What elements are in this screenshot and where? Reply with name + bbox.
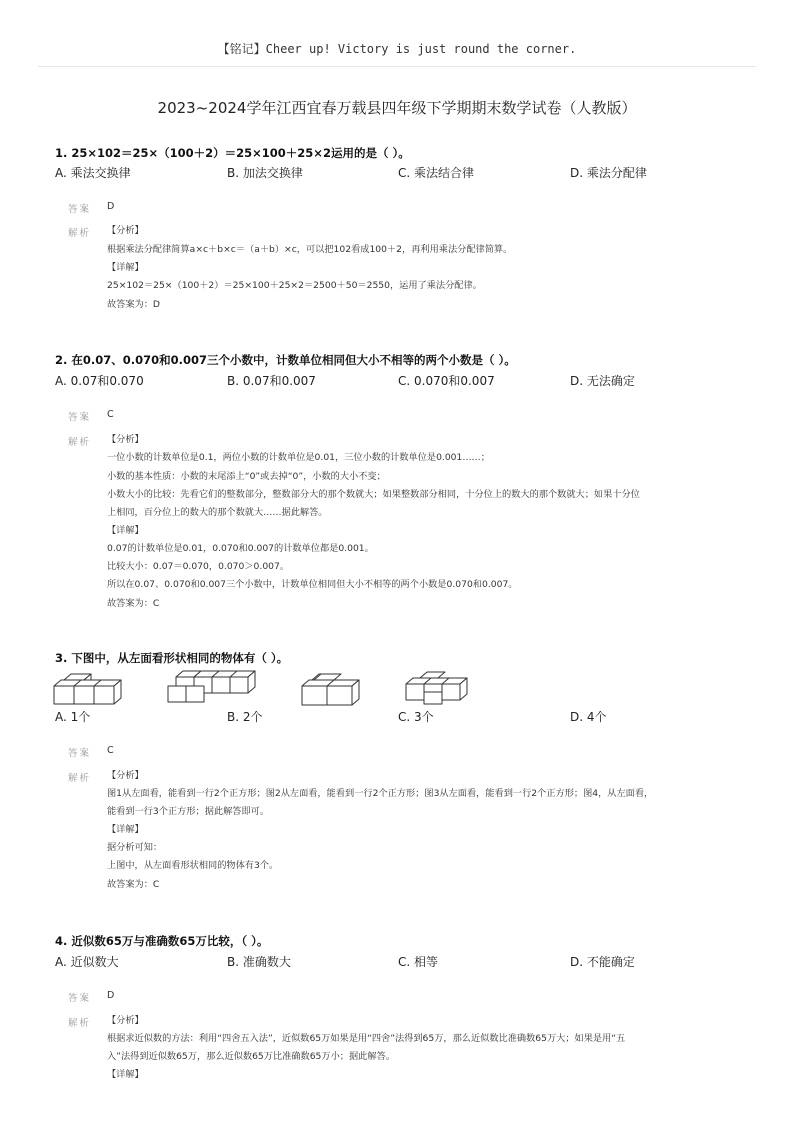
analysis-line: 上相同，百分位上的数大的那个数就大……据此解答。 xyxy=(107,507,328,518)
analysis-line: 【详解】 xyxy=(107,525,144,536)
answer-value: D xyxy=(107,201,115,212)
analysis-line: 故答案为：C xyxy=(107,879,160,890)
page-header-motto: 【铭记】Cheer up! Victory is just round the corner. xyxy=(217,42,577,56)
option-c[interactable]: C. 0.070和0.007 xyxy=(398,374,495,388)
question-stem: 3. 下图中，从左面看形状相同的物体有（ ）。 xyxy=(55,651,289,665)
analysis-line: 能看到一行3个正方形；据此解答即可。 xyxy=(107,806,270,817)
analysis-line: 入”法得到近似数65万，那么近似数65万比准确数65万小；据此解答。 xyxy=(107,1051,395,1062)
option-b[interactable]: B. 加法交换律 xyxy=(227,166,303,180)
answer-value: D xyxy=(107,990,115,1001)
analysis-line: 所以在0.07、0.070和0.007三个小数中，计数单位相同但大小不相等的两个小数是0.070和0.007。 xyxy=(107,579,518,590)
analysis-line: 【分析】 xyxy=(107,225,144,236)
answer-label: 答案 xyxy=(68,204,92,215)
question-stem: 1. 25×102＝25×（100＋2）＝25×100＋25×2运用的是（ ）。 xyxy=(55,146,410,160)
analysis-line: 根据乘法分配律简算a×c＋b×c＝（a＋b）×c，可以把102看成100＋2，再利用乘法分配律简算。 xyxy=(107,244,513,255)
option-b[interactable]: B. 准确数大 xyxy=(227,955,291,969)
analysis-line: 一位小数的计数单位是0.1，两位小数的计数单位是0.01，三位小数的计数单位是0.001……； xyxy=(107,452,490,463)
option-d[interactable]: D. 无法确定 xyxy=(570,374,635,388)
answer-value: C xyxy=(107,409,114,420)
question-stem: 4. 近似数65万与准确数65万比较，（ ）。 xyxy=(55,934,269,948)
figure-2 xyxy=(168,671,255,702)
analysis-line: 故答案为：D xyxy=(107,299,161,310)
analysis-label: 解析 xyxy=(68,1018,92,1029)
answer-label: 答案 xyxy=(68,412,92,423)
analysis-line: 【详解】 xyxy=(107,824,144,835)
figure-1 xyxy=(54,674,121,704)
option-d[interactable]: D. 乘法分配律 xyxy=(570,166,647,180)
option-c[interactable]: C. 相等 xyxy=(398,955,439,969)
option-c[interactable]: C. 3个 xyxy=(398,710,434,724)
analysis-line: 【分析】 xyxy=(107,1015,144,1026)
answer-label: 答案 xyxy=(68,993,92,1004)
analysis-line: 0.07的计数单位是0.01，0.070和0.007的计数单位都是0.001。 xyxy=(107,543,374,554)
question-stem: 2. 在0.07、0.070和0.007三个小数中，计数单位相同但大小不相等的两个小数是（ ）。 xyxy=(55,353,516,367)
analysis-label: 解析 xyxy=(68,773,92,784)
option-a[interactable]: A. 近似数大 xyxy=(55,955,119,969)
analysis-line: 【分析】 xyxy=(107,770,144,781)
page-title: 2023~2024学年江西宜春万载县四年级下学期期末数学试卷（人教版） xyxy=(157,99,637,117)
analysis-line: 小数的基本性质：小数的末尾添上“0”或去掉“0”，小数的大小不变； xyxy=(107,471,386,482)
analysis-line: 25×102＝25×（100＋2）＝25×100＋25×2＝2500＋50＝2550，运用了乘法分配律。 xyxy=(107,280,482,291)
analysis-line: 根据求近似数的方法：利用“四舍五入法”，近似数65万如果是用“四舍”法得到65万，那么近似数比准确数65万大；如果是用“五 xyxy=(107,1033,626,1044)
analysis-line: 【详解】 xyxy=(107,1069,144,1080)
answer-value: C xyxy=(107,745,114,756)
option-c[interactable]: C. 乘法结合律 xyxy=(398,166,475,180)
answer-label: 答案 xyxy=(68,748,92,759)
option-d[interactable]: D. 不能确定 xyxy=(570,955,635,969)
analysis-line: 图1从左面看，能看到一行2个正方形；图2从左面看，能看到一行2个正方形；图3从左面看，能看到一行2个正方形；图4，从左面看， xyxy=(107,788,654,799)
option-d[interactable]: D. 4个 xyxy=(570,710,607,724)
option-a[interactable]: A. 0.07和0.070 xyxy=(55,374,144,388)
analysis-line: 【详解】 xyxy=(107,262,144,273)
analysis-line: 故答案为：C xyxy=(107,598,160,609)
figure-4 xyxy=(406,672,467,704)
option-b[interactable]: B. 0.07和0.007 xyxy=(227,374,316,388)
analysis-line: 上图中，从左面看形状相同的物体有3个。 xyxy=(107,860,279,871)
figure-3 xyxy=(302,674,359,705)
analysis-line: 小数大小的比较：先看它们的整数部分，整数部分大的那个数就大；如果整数部分相同，十分位上的数大的那个数就大；如果十分位 xyxy=(107,489,640,500)
analysis-line: 比较大小：0.07＝0.070，0.070＞0.007。 xyxy=(107,561,290,572)
option-a[interactable]: A. 1个 xyxy=(55,710,91,724)
option-b[interactable]: B. 2个 xyxy=(227,710,263,724)
analysis-label: 解析 xyxy=(68,228,92,239)
header-divider xyxy=(38,66,756,67)
analysis-line: 据分析可知： xyxy=(107,842,163,853)
analysis-label: 解析 xyxy=(68,437,92,448)
analysis-line: 【分析】 xyxy=(107,434,144,445)
option-a[interactable]: A. 乘法交换律 xyxy=(55,166,131,180)
